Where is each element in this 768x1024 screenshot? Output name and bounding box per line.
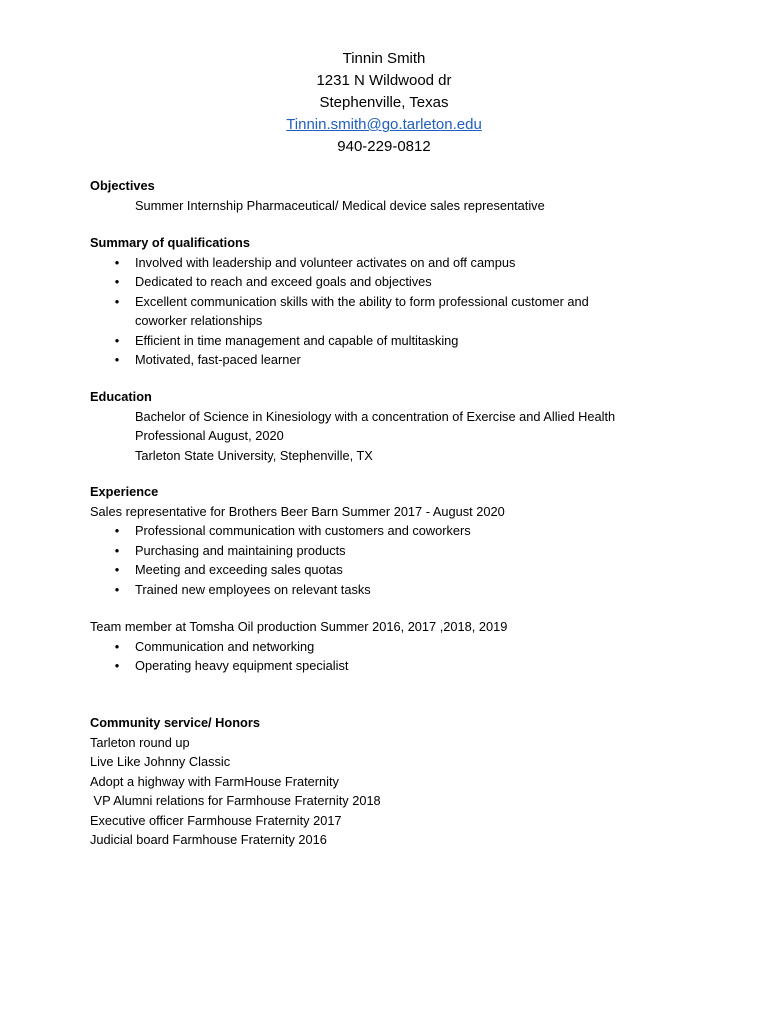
community-item: Executive officer Farmhouse Fraternity 2017	[90, 812, 342, 828]
bullet-icon: •	[114, 352, 120, 367]
bullet-icon: •	[114, 638, 120, 654]
bullet-icon: •	[114, 332, 120, 348]
list-item: • Motivated, fast-paced learner	[90, 350, 690, 370]
contact-name: Tinnin Smith	[342, 50, 426, 67]
contact-phone: 940-229-0812	[337, 138, 431, 155]
objectives-section	[90, 176, 690, 215]
community-item: Judicial board Farmhouse Fraternity 2016	[90, 832, 327, 847]
contact-header	[0, 48, 768, 158]
list-item: • Trained new employees on relevant tasks	[90, 580, 690, 600]
contact-email-link[interactable]: Tinnin.smith@go.tarleton.edu	[286, 116, 482, 133]
list-item: • Communication and networking	[90, 637, 690, 657]
bullet-icon: •	[114, 523, 120, 538]
education-degree-date: Professional August, 2020	[135, 428, 284, 443]
bullet-icon: •	[114, 581, 120, 597]
list-item: • Purchasing and maintaining products	[90, 541, 690, 561]
list-item: • Meeting and exceeding sales quotas	[90, 560, 690, 580]
community-section	[90, 713, 690, 850]
objectives-heading: Objectives	[90, 178, 155, 193]
contact-city: Stephenville, Texas	[319, 94, 449, 111]
job-title: Sales representative for Brothers Beer Barn Summer 2017 - August 2020	[90, 503, 505, 519]
community-item: VP Alumni relations for Farmhouse Fraternity 2018	[90, 793, 381, 808]
list-item: • Excellent communication skills with the ability to form professional customer and	[90, 292, 690, 312]
community-item: Adopt a highway with FarmHouse Fraternity	[90, 773, 339, 789]
experience-section	[90, 482, 690, 599]
experience-section-2	[90, 617, 690, 676]
objectives-text: Summer Internship Pharmaceutical/ Medical device sales representative	[135, 197, 545, 213]
bullet-icon: •	[114, 254, 120, 270]
job-title: Team member at Tomsha Oil production Summer 2016, 2017 ,2018, 2019	[90, 619, 508, 634]
education-school: Tarleton State University, Stephenville, TX	[135, 447, 373, 463]
bullet-icon: •	[114, 293, 120, 309]
education-degree: Bachelor of Science in Kinesiology with a concentration of Exercise and Allied Health	[135, 408, 616, 424]
list-item: • Operating heavy equipment specialist	[90, 656, 690, 676]
contact-address: 1231 N Wildwood dr	[316, 72, 452, 89]
community-item: Tarleton round up	[90, 734, 190, 750]
experience-heading: Experience	[90, 484, 159, 499]
bullet-icon: •	[114, 274, 120, 289]
community-heading: Community service/ Honors	[90, 715, 260, 730]
bullet-icon: •	[114, 542, 120, 558]
education-heading: Education	[90, 389, 152, 404]
community-item: Live Like Johnny Classic	[90, 754, 231, 769]
education-section	[90, 387, 690, 465]
summary-heading: Summary of qualifications	[90, 235, 250, 250]
bullet-icon: •	[114, 562, 120, 577]
list-item-continuation: coworker relationships	[135, 313, 263, 328]
list-item: • Professional communication with customers and coworkers	[90, 521, 690, 541]
list-item: • Dedicated to reach and exceed goals and objectives	[90, 272, 690, 292]
job-duties-list	[90, 521, 690, 599]
bullet-icon: •	[114, 658, 120, 673]
list-item: • Efficient in time management and capable of multitasking	[90, 331, 690, 351]
summary-section	[90, 233, 690, 370]
job-duties-list	[90, 637, 690, 676]
summary-list	[90, 253, 690, 370]
list-item: • Involved with leadership and volunteer activates on and off campus	[90, 253, 690, 273]
